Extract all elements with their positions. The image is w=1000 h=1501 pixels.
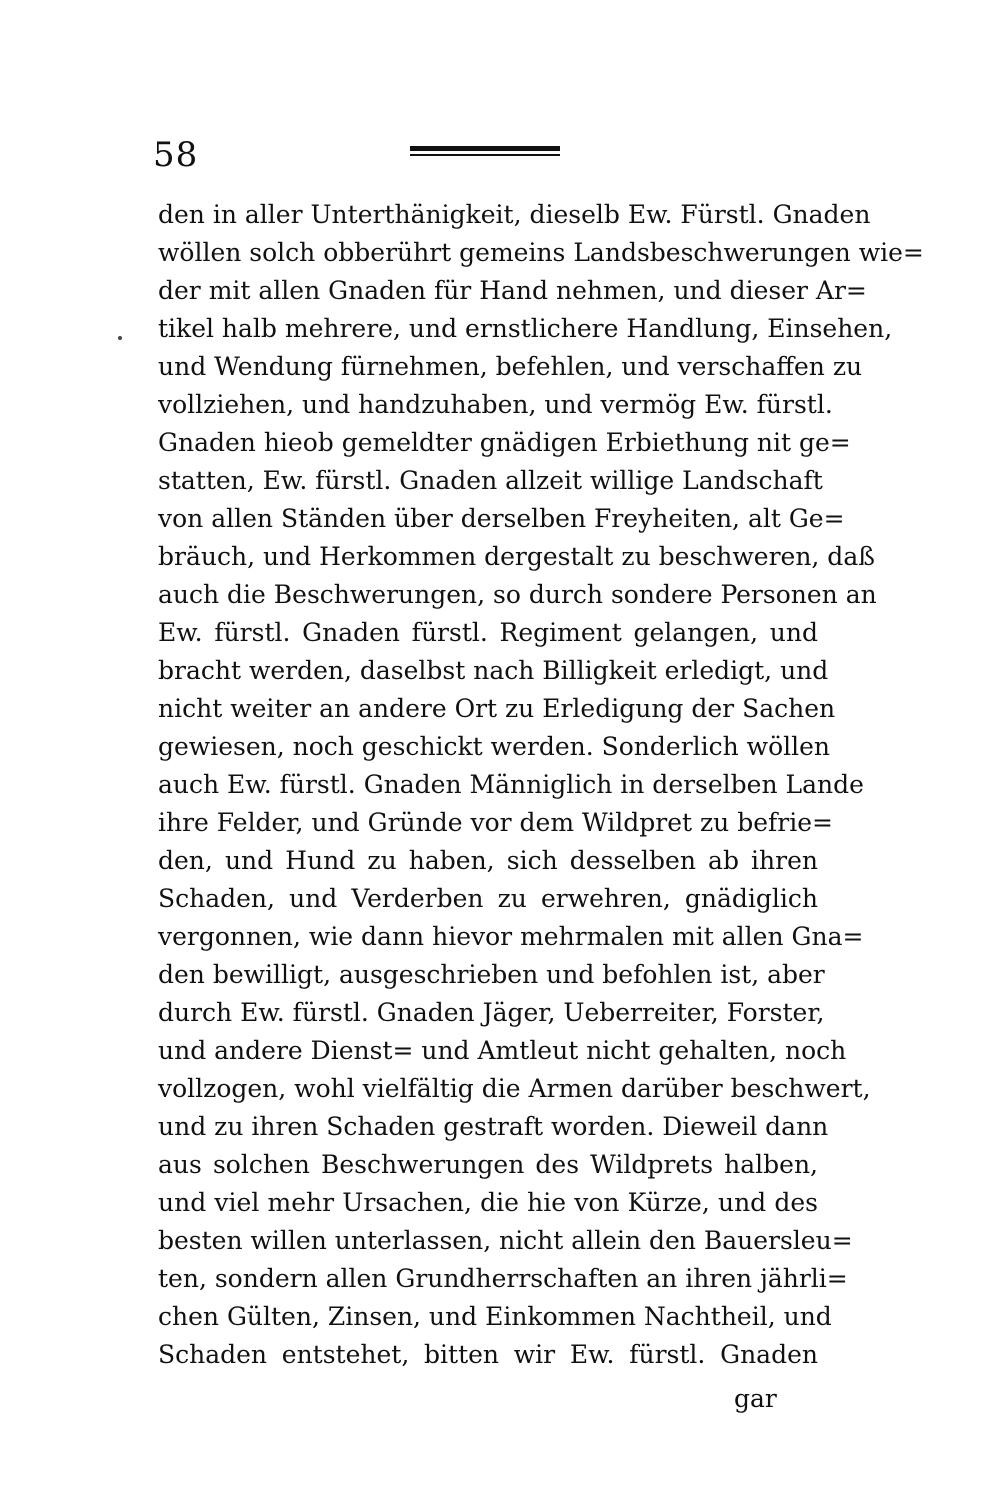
header-rule-thick bbox=[410, 146, 560, 151]
text-line: und viel mehr Ursachen, die hie von Kürze, und des bbox=[158, 1188, 818, 1217]
text-line: von allen Ständen über derselben Freyheiten, alt Ge= bbox=[158, 504, 845, 533]
text-line: Schaden entstehet, bitten wir Ew. fürstl. Gnaden bbox=[158, 1340, 818, 1369]
text-line: den, und Hund zu haben, sich desselben ab ihren bbox=[158, 846, 818, 875]
header-rule-thin bbox=[410, 154, 560, 156]
text-line: statten, Ew. fürstl. Gnaden allzeit willige Landschaft bbox=[158, 466, 823, 495]
catchword: gar bbox=[734, 1384, 777, 1413]
text-line: und zu ihren Schaden gestraft worden. Dieweil dann bbox=[158, 1112, 829, 1141]
text-line: bracht werden, daselbst nach Billigkeit erledigt, und bbox=[158, 656, 829, 685]
margin-mark bbox=[118, 336, 122, 340]
text-line: gewiesen, noch geschickt werden. Sonderlich wöllen bbox=[158, 732, 831, 761]
text-line: und Wendung fürnehmen, befehlen, und verschaffen zu bbox=[158, 352, 863, 381]
text-line: Gnaden hieob gemeldter gnädigen Erbiethung nit ge= bbox=[158, 428, 851, 457]
text-line: Ew. fürstl. Gnaden fürstl. Regiment gelangen, und bbox=[158, 618, 818, 647]
text-line: ten, sondern allen Grundherrschaften an ihren jährli= bbox=[158, 1264, 848, 1293]
text-line: tikel halb mehrere, und ernstlichere Handlung, Einsehen, bbox=[158, 314, 893, 343]
text-line: den bewilligt, ausgeschrieben und befohlen ist, aber bbox=[158, 960, 825, 989]
text-line: der mit allen Gnaden für Hand nehmen, und dieser Ar= bbox=[158, 276, 867, 305]
text-line: auch Ew. fürstl. Gnaden Männiglich in derselben Lande bbox=[158, 770, 864, 799]
text-line: wöllen solch obberührt gemeins Landsbeschwerungen wie= bbox=[158, 238, 924, 267]
text-line: ihre Felder, und Gründe vor dem Wildpret zu befrie= bbox=[158, 808, 833, 837]
text-line: auch die Beschwerungen, so durch sondere Personen an bbox=[158, 580, 877, 609]
text-line: nicht weiter an andere Ort zu Erledigung der Sachen bbox=[158, 694, 836, 723]
header-rule bbox=[410, 146, 560, 156]
text-line: vergonnen, wie dann hievor mehrmalen mit allen Gna= bbox=[158, 922, 864, 951]
text-line: Schaden, und Verderben zu erwehren, gnädiglich bbox=[158, 884, 818, 913]
text-line: den in aller Unterthänigkeit, dieselb Ew. Fürstl. Gnaden bbox=[158, 200, 871, 229]
page-number: 58 bbox=[153, 135, 199, 175]
text-line: durch Ew. fürstl. Gnaden Jäger, Ueberreiter, Forster, bbox=[158, 998, 825, 1027]
text-line: chen Gülten, Zinsen, und Einkommen Nachtheil, und bbox=[158, 1302, 832, 1331]
body-text bbox=[158, 196, 924, 1374]
text-line: vollzogen, wohl vielfältig die Armen darüber beschwert, bbox=[158, 1074, 871, 1103]
text-line: aus solchen Beschwerungen des Wildprets halben, bbox=[158, 1150, 818, 1179]
text-line: und andere Dienst= und Amtleut nicht gehalten, noch bbox=[158, 1036, 847, 1065]
text-line: vollziehen, und handzuhaben, und vermög Ew. fürstl. bbox=[158, 390, 833, 419]
text-line: bräuch, und Herkommen dergestalt zu beschweren, daß bbox=[158, 542, 875, 571]
text-line: besten willen unterlassen, nicht allein den Bauersleu= bbox=[158, 1226, 853, 1255]
